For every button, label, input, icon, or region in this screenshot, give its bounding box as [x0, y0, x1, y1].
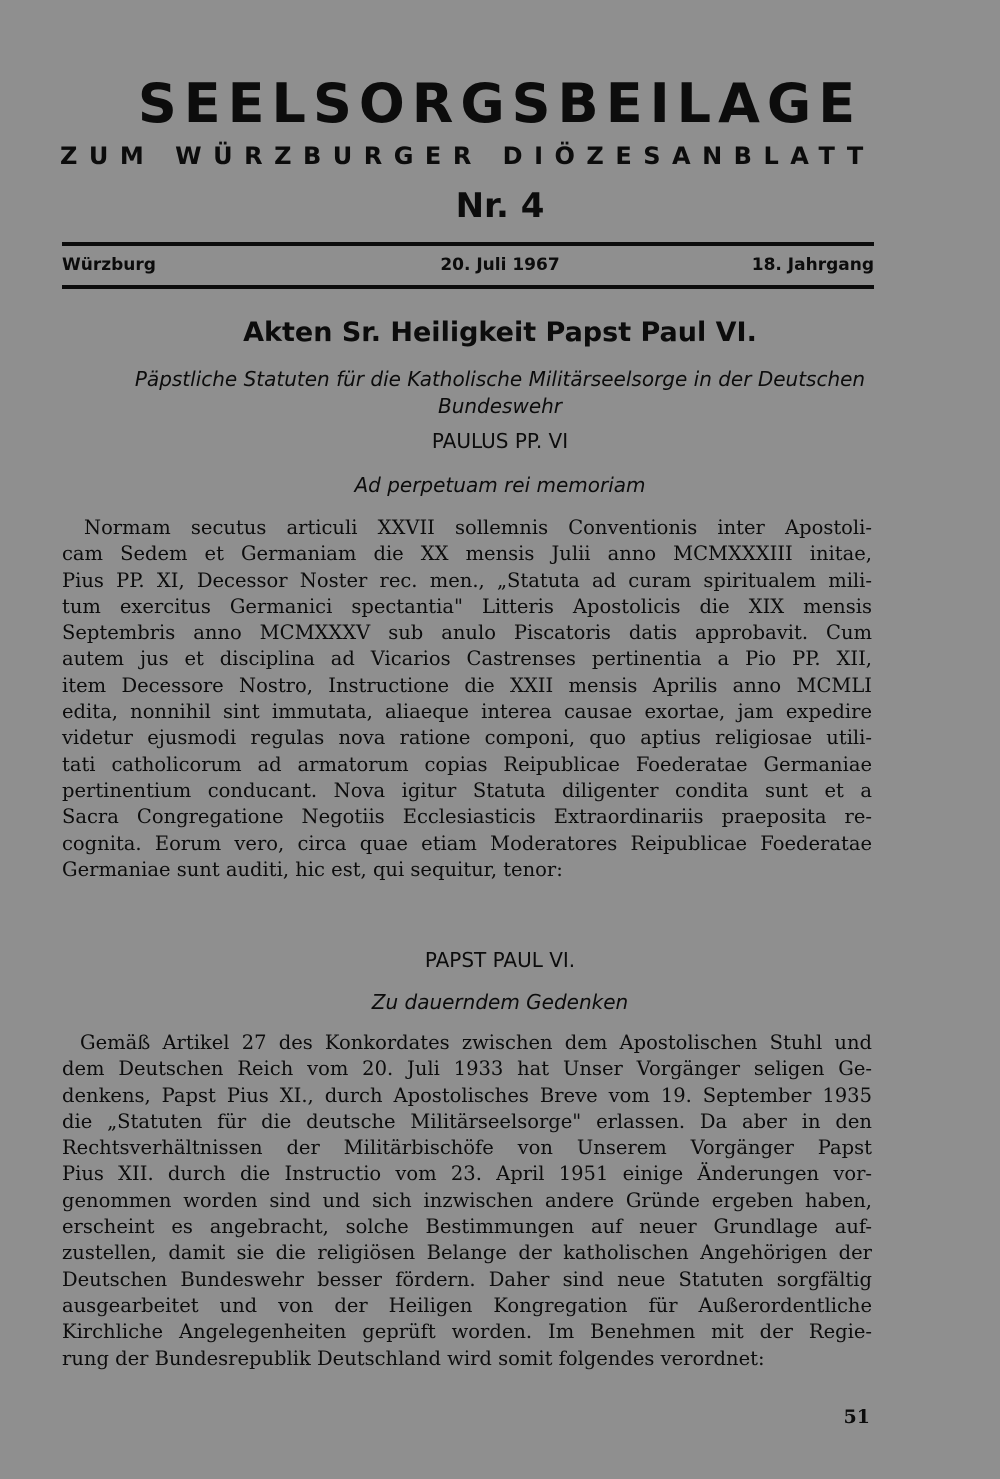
- text-line: Pius PP. XI, Decessor Noster rec. men., „Statuta ad curam spiritualem mili-: [62, 568, 872, 592]
- latin-title: PAULUS PP. VI: [431, 429, 569, 453]
- rule-top: [62, 242, 874, 246]
- page-number: 51: [843, 1406, 870, 1428]
- text-line: Pius XII. durch die Instructio vom 23. April 1951 einige Änderungen vor-: [62, 1162, 872, 1186]
- article-subheading: Päpstliche Statuten für die Katholische Militärseelsorge in der Deutschen Bundeswehr: [134, 367, 866, 418]
- text-line: Kirchliche Angelegenheiten geprüft worden. Im Benehmen mit der Regie-: [62, 1320, 872, 1344]
- text-line: dem Deutschen Reich vom 20. Juli 1933 hat Unser Vorgänger seligen Ge-: [62, 1057, 872, 1081]
- text-line: ausgearbeitet und von der Heiligen Kongregation für Außerordentliche: [62, 1293, 872, 1317]
- text-line: videtur ejusmodi regulas nova ratione componi, quo aptius religiosae utili-: [62, 726, 872, 750]
- latin-formula: Ad perpetuam rei memoriam: [354, 473, 646, 497]
- masthead-title: SEELSORGSBEILAGE: [137, 72, 863, 135]
- german-paragraph: [62, 1030, 872, 1372]
- german-title: PAPST PAUL VI.: [424, 948, 576, 972]
- text-line: genommen worden sind und sich inzwischen andere Gründe ergeben haben,: [62, 1188, 872, 1212]
- text-line: Deutschen Bundeswehr besser fördern. Daher sind neue Statuten sorgfältig: [62, 1267, 872, 1291]
- german-formula: Zu dauerndem Gedenken: [371, 990, 629, 1014]
- text-line: tum exercitus Germanici spectantia" Litteris Apostolicis die XIX mensis: [62, 594, 872, 618]
- text-line: Sacra Congregatione Negotiis Ecclesiasticis Extraordinariis praeposita re-: [62, 805, 872, 829]
- latin-paragraph: [62, 515, 872, 883]
- text-line: Rechtsverhältnissen der Militärbischöfe von Unserem Vorgänger Papst: [62, 1136, 872, 1160]
- text-line: erscheint es angebracht, solche Bestimmungen auf neuer Grundlage auf-: [62, 1215, 872, 1239]
- text-line: cognita. Eorum vero, circa quae etiam Moderatores Reipublicae Foederatae: [62, 831, 872, 855]
- text-line: pertinentium conducant. Nova igitur Statuta diligenter condita sunt et a: [62, 778, 872, 802]
- text-line: tati catholicorum ad armatorum copias Reipublicae Foederatae Germaniae: [62, 752, 872, 776]
- text-line: rung der Bundesrepublik Deutschland wird somit folgendes verordnet:: [62, 1346, 765, 1370]
- text-line: autem jus et disciplina ad Vicarios Castrenses pertinentia a Pio PP. XII,: [62, 647, 872, 671]
- text-line: die „Statuten für die deutsche Militärseelsorge" erlassen. Da aber in den: [62, 1109, 872, 1133]
- text-line: cam Sedem et Germaniam die XX mensis Julii anno MCMXXXIII initae,: [62, 542, 872, 566]
- issue-number: Nr. 4: [455, 186, 545, 226]
- meta-volume: 18. Jahrgang: [751, 255, 874, 275]
- rule-bottom: [62, 285, 874, 289]
- text-line: item Decessore Nostro, Instructione die XXII mensis Aprilis anno MCMLI: [62, 673, 872, 697]
- text-line: zustellen, damit sie die religiösen Belange der katholischen Angehörigen der: [62, 1241, 872, 1265]
- article-heading: Akten Sr. Heiligkeit Papst Paul VI.: [243, 317, 757, 348]
- text-line: Septembris anno MCMXXXV sub anulo Piscatoris datis approbavit. Cum: [62, 621, 872, 645]
- text-line: Normam secutus articuli XXVII sollemnis Conventionis inter Apostoli-: [84, 516, 872, 539]
- text-line: Gemäß Artikel 27 des Konkordates zwischen dem Apostolischen Stuhl und: [80, 1031, 872, 1054]
- meta-place: Würzburg: [62, 255, 156, 275]
- text-line: Germaniae sunt auditi, hic est, qui sequitur, tenor:: [62, 857, 563, 881]
- meta-date: 20. Juli 1967: [440, 255, 560, 275]
- masthead-subtitle: ZUM WÜRZBURGER DIÖZESANBLATT: [60, 142, 875, 170]
- text-line: denkens, Papst Pius XI., durch Apostolisches Breve vom 19. September 1935: [62, 1083, 872, 1107]
- text-line: edita, nonnihil sint immutata, aliaeque interea causae exortae, jam expedire: [62, 700, 872, 724]
